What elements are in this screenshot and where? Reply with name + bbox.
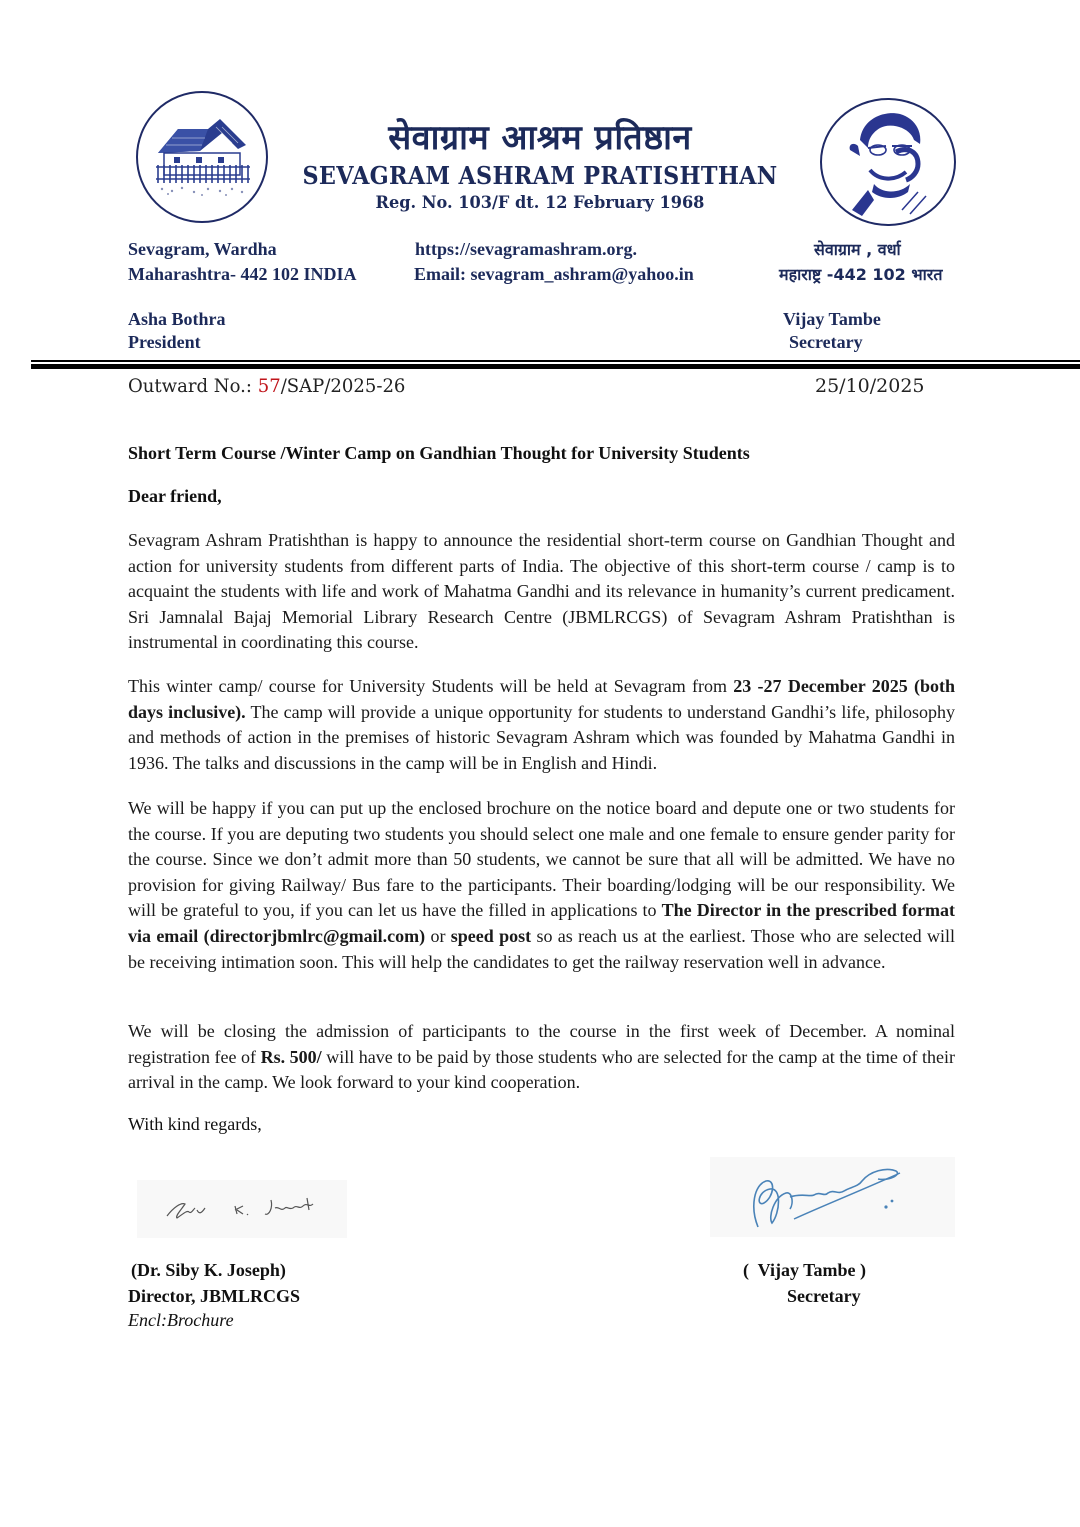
letter-subject: Short Term Course /Winter Camp on Gandhian Thought for University Students [128,443,750,463]
outward-label: Outward No.: [128,375,258,397]
application-contact: The Director in the prescribed format via email (directorjbmlrc@gmail.com) [128,900,955,946]
address-left-line2: Maharashtra- 442 102 INDIA [128,264,357,284]
signature-left [137,1180,347,1238]
camp-dates: 23 -27 December 2025 (both days inclusive). [128,676,955,722]
website-link[interactable]: https://sevagramashram.org. [415,239,637,259]
registration-number: Reg. No. 103/F dt. 12 February 1968 [375,193,705,213]
paragraph-3-or: or [425,925,451,946]
gandhi-portrait-logo [820,98,956,226]
outward-number [128,375,405,397]
gandhi-portrait-icon [822,100,954,224]
signature-tambe-icon [710,1157,955,1237]
hut-icon [138,93,266,221]
signatory-left-title: Director, JBMLRCGS [128,1286,300,1306]
paragraph-1 [128,528,955,656]
org-name-hindi: सेवाग्राम आश्रम प्रतिष्ठान [388,118,692,158]
paragraph-3-text-cont: so as reach us at the earliest. Those who are selected will be receiving intimation soon. This will help the candidates to get the railway reservation well in advance. [128,925,955,972]
letterhead-divider-thick [31,364,1080,369]
president-title: President [128,332,201,352]
paragraph-2 [128,674,955,776]
address-left-line1: Sevagram, Wardha [128,239,277,259]
registration-fee: Rs. 500/ [260,1046,322,1067]
paragraph-1-text: Sevagram Ashram Pratishthan is happy to announce the residential short-term course on Gandhian Thought and action for university students from different parts of India. The objective of this short-term course / camp is to acquaint the students with life and work of Mahatma Gandhi and its relevance in humanity’s current predicament. Sri Jamnalal Bajaj Memorial Library Research Centre (JBMLRCGS) of Sevagram Ashram Pratishthan is instrumental in coordinating this course. [128,530,955,653]
paragraph-3-text: We will be happy if you can put up the enclosed brochure on the notice board and depute one or two students for the course. If you are deputing two students you should select one male and one female to ensure gender parity for the course. Since we don’t admit more than 50 students, we cannot be sure that all will be admitted. We have no provision for giving Railway/ Bus fare to the participants. Their boarding/lodging will be our responsibility. We will be grateful to you, if you can let us have the filled in applications to [128,798,955,921]
secretary-title: Secretary [789,332,863,352]
email-link[interactable]: Email: sevagram_ashram@yahoo.in [414,264,694,284]
letter-date: 25/10/2025 [815,375,925,397]
paragraph-2-text-cont: The camp will provide a unique opportunity for students to understand Gandhi’s life, philosophy and methods of action in the premises of historic Sevagram Ashram which was founded by Mahatma Gandhi in 1936. The talks and discussions in the camp will be in English and Hindi. [128,701,955,773]
paragraph-3 [128,796,955,975]
paragraph-4-text-cont: will have to be paid by those students who are selected for the camp at the time of their arrival in the camp. We look forward to your kind cooperation. [128,1046,955,1093]
signature-right [710,1157,955,1237]
address-right-hindi-line2: महाराष्ट्र -442 102 भारत [779,265,943,284]
speed-post: speed post [450,925,532,946]
signatory-right-name: ( Vijay Tambe ) [743,1260,867,1280]
secretary-name: Vijay Tambe [783,309,881,329]
enclosure-note: Encl:Brochure [128,1310,234,1330]
paragraph-4-text: We will be closing the admission of participants to the course in the first week of December. A nominal registration fee of [128,1021,955,1067]
letterhead-divider-thin [31,360,1080,362]
address-right-hindi-line1: सेवाग्राम , वर्धा [814,240,901,259]
outward-suffix: /SAP/2025-26 [280,375,406,397]
signatory-left-name: (Dr. Siby K. Joseph) [131,1260,286,1280]
org-name-english: SEVAGRAM ASHRAM PRATISHTHAN [302,161,778,190]
signature-siby-icon [137,1180,347,1238]
paragraph-2-text: This winter camp/ course for University Students will be held at Sevagram from [128,676,734,696]
outward-number-value: 57 [257,375,281,397]
salutation: Dear friend, [128,486,222,506]
signatory-right-title: Secretary [787,1286,861,1306]
ashram-hut-logo [136,91,268,223]
president-name: Asha Bothra [128,309,226,329]
paragraph-4 [128,1019,955,1096]
closing: With kind regards, [128,1114,262,1134]
